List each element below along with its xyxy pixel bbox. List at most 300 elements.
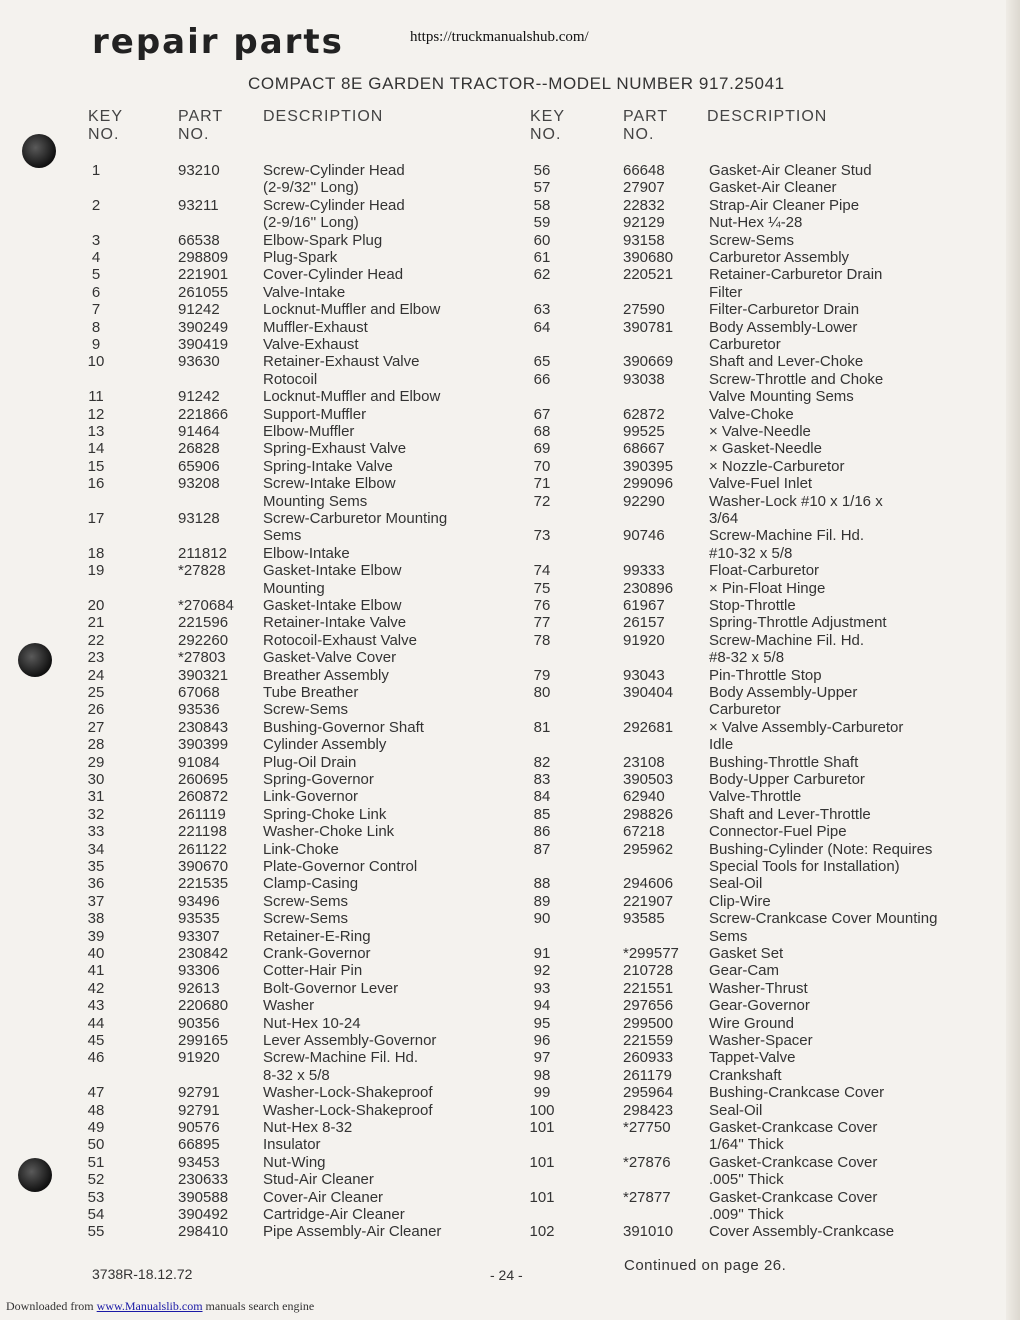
part-description: Carburetor xyxy=(709,336,781,353)
part-number: 298423 xyxy=(623,1101,674,1119)
part-number: 292260 xyxy=(178,631,229,649)
part-description: (2-9/32'' Long) xyxy=(263,179,359,197)
part-description: × Valve Assembly-Carburetor xyxy=(709,718,904,736)
part-number: 90576 xyxy=(178,1119,220,1136)
key-number: 44 xyxy=(87,1014,105,1032)
key-number: 48 xyxy=(87,1101,105,1119)
key-number: 59 xyxy=(533,214,551,232)
part-description: Nut-Hex 10-24 xyxy=(263,1014,361,1032)
key-number: 15 xyxy=(87,457,105,475)
part-number: 66895 xyxy=(178,1136,220,1154)
part-number: 93585 xyxy=(623,910,665,928)
part-number: 390588 xyxy=(178,1188,229,1206)
part-number: 93307 xyxy=(178,927,220,945)
key-number: 60 xyxy=(533,231,551,249)
part-number: 91920 xyxy=(178,1049,220,1067)
part-description: .009'' Thick xyxy=(709,1206,784,1223)
part-description: Screw-Machine Fil. Hd. xyxy=(263,1049,419,1067)
part-number: 93306 xyxy=(178,962,220,980)
part-number: 99525 xyxy=(623,423,665,440)
part-description: Spring-Governor xyxy=(263,771,374,788)
key-number: 52 xyxy=(87,1171,105,1189)
part-number: *27828 xyxy=(178,562,226,580)
key-number: 20 xyxy=(87,597,105,614)
page-edge xyxy=(1006,0,1020,1320)
part-description: Body Assembly-Lower xyxy=(709,318,858,336)
key-number: 7 xyxy=(91,301,101,319)
part-description: Sems xyxy=(263,527,302,545)
right-description-header: DESCRIPTION xyxy=(707,108,828,125)
key-number: 41 xyxy=(87,962,105,980)
key-number: 40 xyxy=(87,945,105,962)
part-description: Connector-Fuel Pipe xyxy=(709,823,847,841)
page-subtitle: COMPACT 8E GARDEN TRACTOR--MODEL NUMBER 917.25041 xyxy=(248,74,785,93)
part-number: 62872 xyxy=(623,405,665,423)
key-number: 33 xyxy=(87,823,105,841)
key-number: 12 xyxy=(87,405,105,423)
part-number: 220680 xyxy=(178,997,229,1015)
key-number: 19 xyxy=(87,562,105,580)
part-description: Locknut-Muffler and Elbow xyxy=(263,301,441,319)
key-number: 36 xyxy=(87,875,105,893)
part-number: 260695 xyxy=(178,771,229,788)
key-number: 61 xyxy=(533,249,551,266)
part-description: Float-Carburetor xyxy=(709,562,820,580)
part-number: 93128 xyxy=(178,510,220,527)
left-part-header: PART NO. xyxy=(178,108,224,143)
part-description: Cover Assembly-Crankcase xyxy=(709,1223,895,1241)
part-number: 91920 xyxy=(623,631,665,649)
part-description: Filter xyxy=(709,283,743,301)
part-number: 90746 xyxy=(623,527,665,545)
part-number: 68667 xyxy=(623,440,665,458)
part-number: 390492 xyxy=(178,1206,229,1223)
part-number: 23108 xyxy=(623,753,665,771)
part-description: Spring-Choke Link xyxy=(263,805,387,823)
part-description: Plug-Spark xyxy=(263,249,338,266)
part-description: Gasket-Air Cleaner xyxy=(709,179,837,197)
key-number: 38 xyxy=(87,910,105,928)
key-number: 10 xyxy=(87,353,105,371)
part-number: 261119 xyxy=(178,805,226,823)
key-number: 49 xyxy=(87,1119,105,1136)
key-number: 79 xyxy=(533,666,551,684)
page-title: repair parts xyxy=(92,22,344,62)
part-description: Gasket-Valve Cover xyxy=(263,649,397,667)
part-number: 92791 xyxy=(178,1101,220,1119)
part-number: 221535 xyxy=(178,875,229,893)
part-description: Plug-Oil Drain xyxy=(263,753,357,771)
part-number: 299096 xyxy=(623,475,674,493)
key-number: 43 xyxy=(87,997,105,1015)
part-number: 65906 xyxy=(178,457,220,475)
key-number: 17 xyxy=(87,510,105,527)
part-description: Bushing-Governor Shaft xyxy=(263,718,424,736)
part-number: 93208 xyxy=(178,475,220,493)
part-description: Body-Upper Carburetor xyxy=(709,771,865,788)
binder-hole xyxy=(18,1158,52,1192)
key-number: 65 xyxy=(533,353,551,371)
part-description: Breather Assembly xyxy=(263,666,389,684)
part-description: Screw-Cylinder Head xyxy=(263,196,405,214)
key-number: 24 xyxy=(87,666,105,684)
part-number: 67068 xyxy=(178,684,220,701)
part-description: Elbow-Intake xyxy=(263,544,350,562)
part-description: Screw-Crankcase Cover Mounting xyxy=(709,910,938,928)
key-number: 69 xyxy=(533,440,551,458)
part-description: 3/64 xyxy=(709,510,739,527)
part-description: × Valve-Needle xyxy=(709,423,811,440)
part-description: Cylinder Assembly xyxy=(263,736,387,754)
part-number: 92613 xyxy=(178,979,220,997)
part-description: Screw-Sems xyxy=(709,231,795,249)
part-description: × Pin-Float Hinge xyxy=(709,579,826,597)
key-number: 23 xyxy=(87,649,105,667)
key-number: 34 xyxy=(87,840,105,858)
key-number: 80 xyxy=(533,684,551,701)
part-number: 390680 xyxy=(623,249,674,266)
key-number: 63 xyxy=(533,301,551,319)
part-number: *27803 xyxy=(178,649,226,667)
part-number: 230843 xyxy=(178,718,229,736)
part-number: 26828 xyxy=(178,440,220,458)
part-description: Clip-Wire xyxy=(709,892,771,910)
part-description: Valve-Throttle xyxy=(709,788,802,806)
part-description: Cotter-Hair Pin xyxy=(263,962,363,980)
part-number: 93038 xyxy=(623,370,665,388)
part-number: 391010 xyxy=(623,1223,674,1241)
part-description: Spring-Exhaust Valve xyxy=(263,440,407,458)
document-code: 3738R-18.12.72 xyxy=(92,1266,193,1282)
part-number: 299500 xyxy=(623,1014,674,1032)
part-description: Support-Muffler xyxy=(263,405,367,423)
part-description: Cartridge-Air Cleaner xyxy=(263,1206,405,1223)
key-number: 72 xyxy=(533,492,551,510)
key-number: 1 xyxy=(91,162,101,179)
part-description: Cover-Air Cleaner xyxy=(263,1188,384,1206)
key-number: 76 xyxy=(533,597,551,614)
part-description: Clamp-Casing xyxy=(263,875,359,893)
key-number: 22 xyxy=(87,631,105,649)
part-description: Bushing-Cylinder (Note: Requires xyxy=(709,840,933,858)
part-number: 99333 xyxy=(623,562,665,580)
part-number: 91242 xyxy=(178,301,220,319)
part-description: #10-32 x 5/8 xyxy=(709,544,793,562)
part-description: Screw-Intake Elbow xyxy=(263,475,396,493)
part-number: 390404 xyxy=(623,684,674,701)
part-description: Wire Ground xyxy=(709,1014,795,1032)
key-number: 85 xyxy=(533,805,551,823)
key-number: 96 xyxy=(533,1032,551,1049)
part-number: 221907 xyxy=(623,892,674,910)
key-number: 32 xyxy=(87,805,105,823)
part-number: 221866 xyxy=(178,405,229,423)
part-number: 93158 xyxy=(623,231,665,249)
key-number: 101 xyxy=(529,1153,555,1171)
download-credit-prefix: Downloaded from xyxy=(6,1299,94,1313)
left-description-header: DESCRIPTION xyxy=(263,108,384,125)
part-description: Gasket-Intake Elbow xyxy=(263,597,402,614)
key-number: 62 xyxy=(533,266,551,284)
key-number: 6 xyxy=(91,283,101,301)
part-description: Gear-Governor xyxy=(709,997,810,1015)
part-description: Carburetor Assembly xyxy=(709,249,850,266)
part-number: 299165 xyxy=(178,1032,229,1049)
key-number: 77 xyxy=(533,614,551,632)
key-number: 45 xyxy=(87,1032,105,1049)
key-number: 13 xyxy=(87,423,105,440)
part-description: Valve-Intake xyxy=(263,283,346,301)
part-description: Insulator xyxy=(263,1136,321,1154)
page-number: - 24 - xyxy=(490,1267,523,1283)
part-description: Sems xyxy=(709,927,748,945)
part-description: Bushing-Crankcase Cover xyxy=(709,1084,885,1102)
part-number: 230633 xyxy=(178,1171,229,1189)
part-number: 390781 xyxy=(623,318,674,336)
key-number: 74 xyxy=(533,562,551,580)
part-description: Rotocoil xyxy=(263,370,318,388)
key-number: 71 xyxy=(533,475,551,493)
part-description: (2-9/16'' Long) xyxy=(263,214,359,232)
part-number: 390395 xyxy=(623,457,674,475)
part-number: 295964 xyxy=(623,1084,674,1102)
part-description: Crank-Governor xyxy=(263,945,371,962)
part-description: Gasket-Crankcase Cover xyxy=(709,1188,878,1206)
part-number: 230896 xyxy=(623,579,674,597)
part-number: 90356 xyxy=(178,1014,220,1032)
part-number: 260933 xyxy=(623,1049,674,1067)
part-number: 390399 xyxy=(178,736,229,754)
key-number: 87 xyxy=(533,840,551,858)
part-description: Gasket Set xyxy=(709,945,784,962)
part-description: Gasket-Intake Elbow xyxy=(263,562,402,580)
part-description: Screw-Throttle and Choke xyxy=(709,370,884,388)
part-description: Elbow-Spark Plug xyxy=(263,231,383,249)
part-description: Link-Choke xyxy=(263,840,339,858)
part-number: 297656 xyxy=(623,997,674,1015)
key-number: 99 xyxy=(533,1084,551,1102)
part-number: 294606 xyxy=(623,875,674,893)
part-number: 26157 xyxy=(623,614,665,632)
part-description: × Nozzle-Carburetor xyxy=(709,457,845,475)
part-description: Tube Breather xyxy=(263,684,359,701)
manualslib-link[interactable]: www.Manualslib.com xyxy=(96,1299,203,1313)
key-number: 2 xyxy=(91,196,101,214)
part-number: 390419 xyxy=(178,336,229,353)
part-description: .005'' Thick xyxy=(709,1171,784,1189)
part-description: Carburetor xyxy=(709,701,781,719)
key-number: 3 xyxy=(91,231,101,249)
key-number: 4 xyxy=(91,249,101,266)
part-description: Rotocoil-Exhaust Valve xyxy=(263,631,417,649)
part-number: *27750 xyxy=(623,1119,671,1136)
key-number: 54 xyxy=(87,1206,105,1223)
part-description: Body Assembly-Upper xyxy=(709,684,858,701)
key-number: 11 xyxy=(88,388,104,406)
key-number: 78 xyxy=(533,631,551,649)
part-description: Stop-Throttle xyxy=(709,597,796,614)
part-description: Idle xyxy=(709,736,734,754)
part-description: Gasket-Air Cleaner Stud xyxy=(709,162,872,179)
part-description: Screw-Machine Fil. Hd. xyxy=(709,527,865,545)
key-number: 26 xyxy=(87,701,105,719)
part-description: Nut-Hex 8-32 xyxy=(263,1119,353,1136)
key-number: 37 xyxy=(87,892,105,910)
part-description: Nut-Wing xyxy=(263,1153,326,1171)
key-number: 50 xyxy=(87,1136,105,1154)
key-number: 55 xyxy=(87,1223,105,1241)
part-description: Plate-Governor Control xyxy=(263,858,418,875)
download-credit-suffix: manuals search engine xyxy=(205,1299,315,1313)
part-number: 61967 xyxy=(623,597,665,614)
part-number: *27876 xyxy=(623,1153,671,1171)
part-description: Filter-Carburetor Drain xyxy=(709,301,860,319)
part-number: 93535 xyxy=(178,910,220,928)
part-description: Retainer-Exhaust Valve xyxy=(263,353,420,371)
part-number: 390503 xyxy=(623,771,674,788)
part-number: 295962 xyxy=(623,840,674,858)
part-number: 93630 xyxy=(178,353,220,371)
part-number: 298410 xyxy=(178,1223,229,1241)
key-number: 93 xyxy=(533,979,551,997)
part-description: Tappet-Valve xyxy=(709,1049,796,1067)
key-number: 27 xyxy=(87,718,105,736)
part-number: 260872 xyxy=(178,788,229,806)
part-number: *27877 xyxy=(623,1188,671,1206)
part-description: #8-32 x 5/8 xyxy=(709,649,785,667)
part-number: 390321 xyxy=(178,666,229,684)
key-number: 67 xyxy=(533,405,551,423)
key-number: 75 xyxy=(533,579,551,597)
part-number: 67218 xyxy=(623,823,665,841)
part-description: Screw-Sems xyxy=(263,701,349,719)
part-number: 93496 xyxy=(178,892,220,910)
key-number: 86 xyxy=(533,823,551,841)
part-number: 91242 xyxy=(178,388,220,406)
part-number: 390669 xyxy=(623,353,674,371)
part-number: 221901 xyxy=(178,266,229,284)
part-description: Muffler-Exhaust xyxy=(263,318,368,336)
part-description: Seal-Oil xyxy=(709,875,763,893)
key-number: 68 xyxy=(533,423,551,440)
continued-note: Continued on page 26. xyxy=(624,1257,787,1274)
key-number: 39 xyxy=(87,927,105,945)
part-description: Washer-Spacer xyxy=(709,1032,813,1049)
part-description: Screw-Carburetor Mounting xyxy=(263,510,448,527)
part-number: 66538 xyxy=(178,231,220,249)
key-number: 64 xyxy=(533,318,551,336)
key-number: 82 xyxy=(533,753,551,771)
key-number: 56 xyxy=(533,162,551,179)
part-description: Mounting xyxy=(263,579,325,597)
binder-hole xyxy=(22,134,56,168)
part-description: × Gasket-Needle xyxy=(709,440,822,458)
part-description: Stud-Air Cleaner xyxy=(263,1171,374,1189)
right-key-header: KEY NO. xyxy=(530,108,566,143)
key-number: 57 xyxy=(533,179,551,197)
part-number: 221198 xyxy=(178,823,227,841)
part-number: 298809 xyxy=(178,249,229,266)
key-number: 66 xyxy=(533,370,551,388)
key-number: 91 xyxy=(533,945,551,962)
key-number: 100 xyxy=(529,1101,555,1119)
part-description: Valve-Exhaust xyxy=(263,336,359,353)
part-description: Locknut-Muffler and Elbow xyxy=(263,388,441,406)
key-number: 47 xyxy=(87,1084,105,1102)
part-number: 93211 xyxy=(178,196,219,214)
part-number: 93536 xyxy=(178,701,220,719)
part-description: Washer-Lock #10 x 1/16 x xyxy=(709,492,883,510)
part-number: *299577 xyxy=(623,945,679,962)
part-number: 211812 xyxy=(178,544,227,562)
part-description: Crankshaft xyxy=(709,1066,782,1084)
part-description: Spring-Throttle Adjustment xyxy=(709,614,887,632)
source-url[interactable]: https://truckmanualshub.com/ xyxy=(410,29,589,45)
key-number: 70 xyxy=(533,457,551,475)
part-number: 230842 xyxy=(178,945,229,962)
key-number: 89 xyxy=(533,892,551,910)
part-number: 261179 xyxy=(623,1066,672,1084)
part-description: Shaft and Lever-Throttle xyxy=(709,805,871,823)
key-number: 25 xyxy=(87,684,105,701)
key-number: 21 xyxy=(87,614,105,632)
part-number: 298826 xyxy=(623,805,674,823)
key-number: 46 xyxy=(87,1049,105,1067)
key-number: 5 xyxy=(91,266,101,284)
part-description: Screw-Sems xyxy=(263,892,349,910)
part-number: 66648 xyxy=(623,162,665,179)
part-number: 93210 xyxy=(178,162,220,179)
part-description: Pipe Assembly-Air Cleaner xyxy=(263,1223,442,1241)
part-number: 93043 xyxy=(623,666,665,684)
part-number: 92290 xyxy=(623,492,665,510)
part-description: Pin-Throttle Stop xyxy=(709,666,822,684)
part-number: 22832 xyxy=(623,196,665,214)
key-number: 30 xyxy=(87,771,105,788)
part-description: Gasket-Crankcase Cover xyxy=(709,1119,878,1136)
key-number: 95 xyxy=(533,1014,551,1032)
part-number: 27907 xyxy=(623,179,665,197)
part-number: 261055 xyxy=(178,283,229,301)
part-number: 93453 xyxy=(178,1153,220,1171)
part-number: 62940 xyxy=(623,788,665,806)
part-description: Washer-Choke Link xyxy=(263,823,395,841)
part-number: 261122 xyxy=(178,840,227,858)
part-description: Gasket-Crankcase Cover xyxy=(709,1153,878,1171)
part-number: 292681 xyxy=(623,718,674,736)
part-number: 390670 xyxy=(178,858,229,875)
key-number: 35 xyxy=(87,858,105,875)
part-number: 91084 xyxy=(178,753,220,771)
key-number: 84 xyxy=(533,788,551,806)
key-number: 8 xyxy=(91,318,101,336)
part-description: Special Tools for Installation) xyxy=(709,858,900,875)
key-number: 28 xyxy=(87,736,105,754)
binder-hole xyxy=(18,643,52,677)
left-key-header: KEY NO. xyxy=(88,108,124,143)
key-number: 88 xyxy=(533,875,551,893)
part-description: Retainer-Intake Valve xyxy=(263,614,407,632)
key-number: 101 xyxy=(529,1119,555,1136)
part-description: Nut-Hex ¼-28 xyxy=(709,214,803,232)
part-description: Valve-Fuel Inlet xyxy=(709,475,813,493)
key-number: 53 xyxy=(87,1188,105,1206)
part-description: Washer xyxy=(263,997,315,1015)
part-description: Washer-Lock-Shakeproof xyxy=(263,1084,433,1102)
part-number: *270684 xyxy=(178,597,234,614)
part-description: Screw-Machine Fil. Hd. xyxy=(709,631,865,649)
part-description: Strap-Air Cleaner Pipe xyxy=(709,196,860,214)
